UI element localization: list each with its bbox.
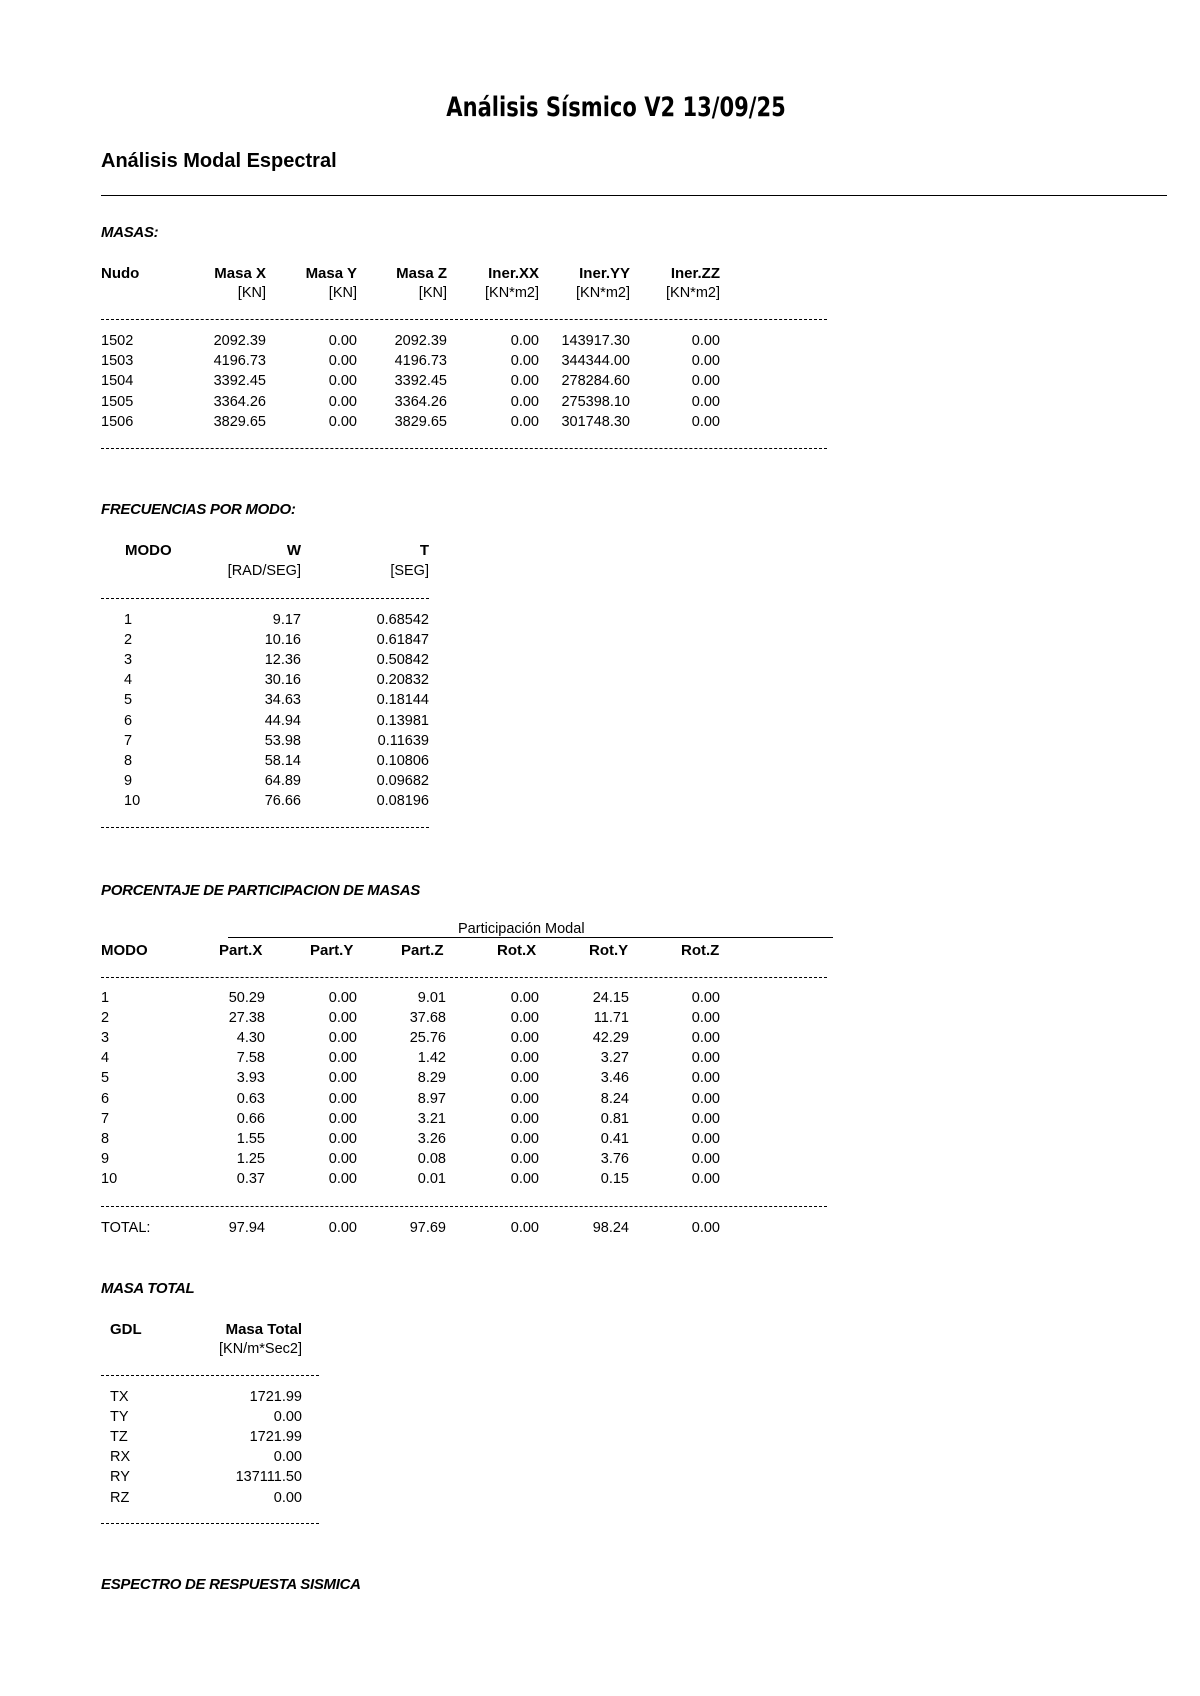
masa-total-header: Masa Total (225, 1321, 302, 1338)
participacion-cell: 3.76 (600, 1150, 629, 1167)
participacion-header: MODO (101, 942, 148, 959)
frecuencias-cell: 0.08196 (376, 792, 429, 809)
frecuencias-cell: 0.18144 (376, 692, 429, 709)
participacion-total-cell: 0.00 (691, 1220, 720, 1236)
masas-cell: 0.00 (510, 353, 539, 370)
participacion-cell: 1.25 (236, 1150, 265, 1167)
participacion-cell: 0.15 (600, 1170, 629, 1187)
masas-top-rule (101, 319, 827, 320)
masas-cell: 2092.39 (213, 333, 266, 349)
participacion-cell: 10 (101, 1170, 118, 1187)
masa-total-cell: 1721.99 (249, 1429, 302, 1446)
masas-cell: 1505 (101, 393, 134, 410)
masas-header: Masa Y (305, 265, 357, 282)
masas-cell: 0.00 (510, 373, 539, 390)
participacion-cell: 0.63 (236, 1090, 265, 1107)
frecuencias-cell: 8 (124, 752, 133, 769)
masas-cell: 1504 (101, 373, 134, 390)
frecuencias-cell: 0.09682 (376, 772, 429, 789)
masas-cell: 3364.26 (213, 393, 266, 410)
participacion-header: Part.Y (310, 942, 354, 959)
masas-cell: 1506 (101, 413, 134, 430)
frecuencias-cell: 6 (124, 712, 133, 729)
masas-cell: 275398.10 (561, 393, 630, 410)
participacion-cell: 0.01 (417, 1170, 446, 1187)
masas-cell: 0.00 (328, 393, 357, 410)
participacion-heading: PORCENTAJE DE PARTICIPACION DE MASAS (101, 882, 420, 899)
frecuencias-header: W (286, 542, 301, 559)
masa-total-heading: MASA TOTAL (101, 1280, 195, 1297)
frecuencias-cell: 10.16 (264, 632, 301, 649)
participacion-cell: 0.00 (691, 1010, 720, 1027)
participacion-cell: 0.00 (510, 1110, 539, 1127)
frecuencias-top-rule (101, 598, 429, 599)
frecuencias-cell: 10 (124, 792, 141, 809)
participacion-cell: 2 (101, 1010, 110, 1027)
participacion-cell: 0.00 (510, 1150, 539, 1167)
masas-bottom-rule (101, 448, 827, 449)
masas-heading: MASAS: (101, 224, 159, 241)
participacion-total-cell: TOTAL: (101, 1220, 151, 1236)
participacion-cell: 0.00 (691, 1110, 720, 1127)
participacion-cell: 24.15 (592, 990, 629, 1006)
frecuencias-cell: 64.89 (264, 772, 301, 789)
participacion-cell: 0.00 (328, 1050, 357, 1067)
participacion-cell: 0.00 (328, 1030, 357, 1047)
frecuencias-cell: 7 (124, 732, 133, 749)
masas-unit: [KN] (418, 285, 447, 301)
masas-cell: 2092.39 (394, 333, 447, 349)
masa-total-header: GDL (110, 1321, 142, 1338)
participacion-bottom-rule (101, 1206, 827, 1207)
frecuencias-heading: FRECUENCIAS POR MODO: (101, 501, 296, 518)
frecuencias-cell: 9.17 (272, 612, 301, 628)
masa-total-cell: RZ (110, 1489, 130, 1506)
masas-header: Iner.ZZ (670, 265, 720, 282)
participacion-cell: 0.00 (510, 1130, 539, 1147)
frecuencias-cell: 76.66 (264, 792, 301, 809)
frecuencias-cell: 0.10806 (376, 752, 429, 769)
espectro-heading: ESPECTRO DE RESPUESTA SISMICA (101, 1576, 361, 1593)
participacion-cell: 0.00 (691, 1050, 720, 1067)
masas-cell: 278284.60 (561, 373, 630, 390)
masa-total-top-rule (101, 1375, 319, 1376)
document-title: Análisis Sísmico V2 13/09/25 (446, 92, 786, 123)
participacion-cell: 0.00 (510, 1030, 539, 1047)
frecuencias-cell: 30.16 (264, 672, 301, 689)
masa-total-bottom-rule (101, 1523, 319, 1524)
title-rule (101, 195, 1167, 196)
participacion-cell: 0.00 (328, 1110, 357, 1127)
frecuencias-cell: 1 (124, 612, 133, 628)
participacion-total-cell: 0.00 (510, 1220, 539, 1236)
participacion-cell: 0.00 (328, 1150, 357, 1167)
participacion-cell: 3 (101, 1030, 110, 1047)
participacion-header: Rot.Y (589, 942, 629, 959)
frecuencias-cell: 58.14 (264, 752, 301, 769)
participacion-cell: 3.93 (236, 1070, 265, 1087)
participacion-cell: 0.00 (691, 1030, 720, 1047)
participacion-group-label: Participación Modal (458, 921, 585, 937)
masas-cell: 0.00 (691, 393, 720, 410)
frecuencias-cell: 2 (124, 632, 133, 649)
participacion-cell: 4 (101, 1050, 110, 1067)
frecuencias-cell: 4 (124, 672, 133, 689)
masas-cell: 3364.26 (394, 393, 447, 410)
masas-cell: 0.00 (691, 333, 720, 349)
masas-cell: 0.00 (510, 413, 539, 430)
masa-total-cell: 1721.99 (249, 1389, 302, 1405)
participacion-cell: 0.00 (510, 1050, 539, 1067)
masa-total-cell: 0.00 (273, 1489, 302, 1506)
participacion-cell: 0.37 (236, 1170, 265, 1187)
participacion-cell: 0.00 (328, 990, 357, 1006)
participacion-cell: 8.24 (600, 1090, 629, 1107)
participacion-cell: 0.00 (510, 1090, 539, 1107)
participacion-cell: 0.00 (691, 1070, 720, 1087)
frecuencias-cell: 0.20832 (376, 672, 429, 689)
masas-cell: 0.00 (328, 333, 357, 349)
masas-unit: [KN*m2] (576, 285, 630, 301)
participacion-header: Part.Z (401, 942, 444, 959)
masas-cell: 0.00 (510, 393, 539, 410)
masas-unit: [KN*m2] (666, 285, 720, 301)
masa-total-cell: RY (110, 1469, 130, 1486)
participacion-cell: 0.00 (691, 1170, 720, 1187)
participacion-cell: 4.30 (236, 1030, 265, 1047)
frecuencias-cell: 5 (124, 692, 133, 709)
masas-header: Nudo (101, 265, 140, 282)
participacion-cell: 0.00 (691, 1130, 720, 1147)
frecuencias-cell: 3 (124, 652, 133, 669)
frecuencias-unit: [RAD/SEG] (227, 563, 301, 579)
participacion-cell: 8.29 (417, 1070, 446, 1087)
participacion-cell: 42.29 (592, 1030, 629, 1047)
masas-cell: 301748.30 (561, 413, 630, 430)
participacion-cell: 7.58 (236, 1050, 265, 1067)
frecuencias-cell: 53.98 (264, 732, 301, 749)
participacion-cell: 27.38 (228, 1010, 265, 1027)
participacion-cell: 1.42 (417, 1050, 446, 1067)
participacion-cell: 7 (101, 1110, 110, 1127)
masas-cell: 0.00 (691, 373, 720, 390)
participacion-cell: 0.00 (691, 990, 720, 1006)
participacion-total-cell: 98.24 (592, 1220, 629, 1236)
masa-total-cell: TY (110, 1409, 129, 1426)
masa-total-cell: 0.00 (273, 1409, 302, 1426)
masas-cell: 3829.65 (394, 413, 447, 430)
masa-total-cell: TZ (110, 1429, 128, 1446)
masas-cell: 0.00 (328, 373, 357, 390)
participacion-cell: 3.21 (417, 1110, 446, 1127)
participacion-total-cell: 0.00 (328, 1220, 357, 1236)
frecuencias-cell: 0.61847 (376, 632, 429, 649)
frecuencias-unit: [SEG] (390, 563, 429, 579)
participacion-header: Rot.Z (681, 942, 720, 959)
masas-header: Masa X (214, 265, 266, 282)
participacion-cell: 0.81 (600, 1110, 629, 1127)
participacion-cell: 0.41 (600, 1130, 629, 1147)
masas-cell: 3392.45 (394, 373, 447, 390)
masas-cell: 0.00 (691, 413, 720, 430)
participacion-cell: 1.55 (236, 1130, 265, 1147)
masas-cell: 344344.00 (561, 353, 630, 370)
masas-cell: 0.00 (328, 353, 357, 370)
participacion-group-rule (228, 937, 833, 938)
masas-unit: [KN] (328, 285, 357, 301)
frecuencias-cell: 0.11639 (377, 732, 429, 749)
masas-cell: 0.00 (510, 333, 539, 349)
frecuencias-cell: 44.94 (264, 712, 301, 729)
masas-unit: [KN] (237, 285, 266, 301)
participacion-cell: 9 (101, 1150, 110, 1167)
masas-cell: 143917.30 (561, 333, 630, 349)
participacion-cell: 5 (101, 1070, 110, 1087)
participacion-cell: 6 (101, 1090, 110, 1107)
participacion-cell: 0.00 (510, 990, 539, 1006)
participacion-cell: 3.46 (600, 1070, 629, 1087)
frecuencias-header: MODO (125, 542, 172, 559)
frecuencias-cell: 12.36 (264, 652, 301, 669)
frecuencias-cell: 0.68542 (376, 612, 429, 628)
masas-cell: 3392.45 (213, 373, 266, 390)
participacion-cell: 8 (101, 1130, 110, 1147)
participacion-cell: 0.00 (510, 1170, 539, 1187)
participacion-total-cell: 97.94 (228, 1220, 265, 1236)
participacion-cell: 0.00 (328, 1070, 357, 1087)
participacion-cell: 0.08 (417, 1150, 446, 1167)
participacion-total-cell: 97.69 (409, 1220, 446, 1236)
participacion-header: Rot.X (497, 942, 537, 959)
participacion-cell: 0.00 (691, 1150, 720, 1167)
participacion-top-rule (101, 977, 827, 978)
participacion-cell: 50.29 (228, 990, 265, 1006)
participacion-cell: 0.00 (510, 1010, 539, 1027)
participacion-cell: 0.00 (328, 1010, 357, 1027)
participacion-cell: 9.01 (417, 990, 446, 1006)
participacion-cell: 11.71 (593, 1010, 629, 1027)
masas-unit: [KN*m2] (485, 285, 539, 301)
masa-total-cell: 0.00 (273, 1449, 302, 1466)
masas-cell: 3829.65 (213, 413, 266, 430)
participacion-cell: 8.97 (417, 1090, 446, 1107)
section-subtitle: Análisis Modal Espectral (101, 150, 337, 172)
participacion-cell: 0.00 (328, 1170, 357, 1187)
frecuencias-cell: 0.13981 (376, 712, 429, 729)
masas-cell: 0.00 (691, 353, 720, 370)
masas-header: Iner.XX (488, 265, 539, 282)
frecuencias-header: T (419, 542, 429, 559)
masas-cell: 4196.73 (213, 353, 266, 370)
masa-total-cell: 137111.50 (235, 1469, 302, 1486)
frecuencias-cell: 34.63 (264, 692, 301, 709)
participacion-cell: 37.68 (409, 1010, 446, 1027)
participacion-cell: 0.00 (510, 1070, 539, 1087)
participacion-cell: 25.76 (409, 1030, 446, 1047)
masa-total-cell: RX (110, 1449, 131, 1466)
participacion-cell: 1 (101, 990, 110, 1006)
frecuencias-cell: 0.50842 (376, 652, 429, 669)
participacion-cell: 0.00 (328, 1130, 357, 1147)
participacion-cell: 3.27 (600, 1050, 629, 1067)
masas-header: Masa Z (396, 265, 447, 282)
participacion-cell: 0.00 (328, 1090, 357, 1107)
frecuencias-bottom-rule (101, 827, 429, 828)
masas-cell: 1502 (101, 333, 134, 349)
participacion-cell: 0.00 (691, 1090, 720, 1107)
masa-total-cell: TX (110, 1389, 129, 1405)
participacion-header: Part.X (219, 942, 263, 959)
masa-total-unit: [KN/m*Sec2] (219, 1341, 302, 1357)
frecuencias-cell: 9 (124, 772, 133, 789)
masas-header: Iner.YY (579, 265, 630, 282)
masas-cell: 4196.73 (394, 353, 447, 370)
masas-cell: 1503 (101, 353, 134, 370)
participacion-cell: 3.26 (417, 1130, 446, 1147)
masas-cell: 0.00 (328, 413, 357, 430)
participacion-cell: 0.66 (236, 1110, 265, 1127)
